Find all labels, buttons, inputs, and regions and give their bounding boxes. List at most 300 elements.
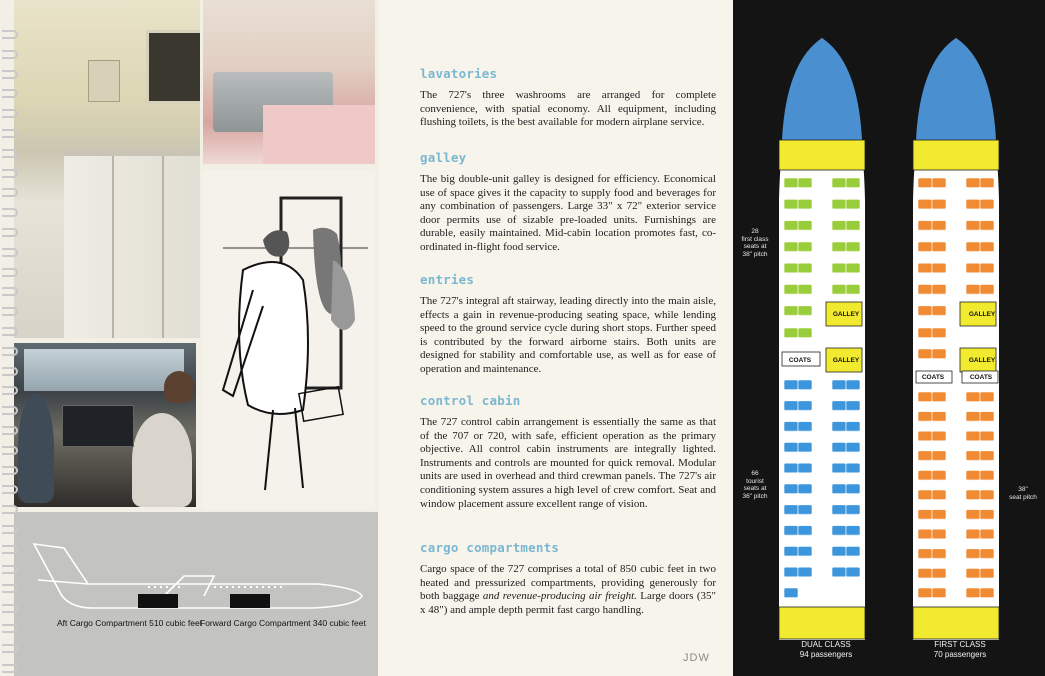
first-seat-back [918,421,932,424]
dual-tourist-seat [784,463,798,473]
section-control-cabin [420,393,716,511]
first-seat-back [966,577,980,580]
binding-ring [2,386,18,395]
binding-ring [2,287,18,296]
dual-tourist-seat-back [832,555,846,558]
first-seat [966,568,980,578]
first-seat-back [966,251,980,254]
dual-tourist-seat-back [832,451,846,454]
dual-tourist-seat-back [784,597,798,600]
dual-tourist-seat-back [846,389,860,392]
dual-first-seat [798,178,812,188]
dual-tourist-seat [798,422,812,432]
first-seat-back [980,230,994,233]
first-seat [932,431,946,441]
dual-tourist-seat [832,422,846,432]
dual-first-seat [846,199,860,209]
dual-first-seat-back [784,272,798,275]
dual-first-seat [798,328,812,338]
first-seat [918,510,932,520]
binding-ring [2,228,18,237]
first-seat [918,470,932,480]
artist-initials: JDW [683,652,710,664]
first-seat-back [918,230,932,233]
first-seat-back [966,272,980,275]
first-seat-back [966,519,980,522]
first-seat-back [980,251,994,254]
dual-first-seat [832,285,846,295]
dual-tourist-seat-back [832,576,846,579]
dual-tourist-seat-back [846,535,860,538]
dual-class-title: DUAL CLASS [801,640,851,649]
section-body [420,563,716,617]
dual-tourist-seat [832,401,846,411]
section-entries [420,272,716,377]
dual-tourist-seat [846,546,860,556]
first-seat [932,285,946,295]
binding-ring [2,367,18,376]
dual-tourist-seat [846,401,860,411]
first-seat [980,510,994,520]
first-seat [932,510,946,520]
first-seat-back [932,538,946,541]
first-seat-back [918,187,932,190]
dual-first-seat [784,263,798,273]
dual-first-seat-back [846,230,860,233]
dual-first-seat-back [846,251,860,254]
binding-ring [2,109,18,118]
dual-tourist-seat [784,442,798,452]
first-class-caption [915,640,1005,660]
dual-tourist-seat [846,505,860,515]
first-seat-back [980,519,994,522]
dual-aft-lavatory [779,607,865,639]
first-seat-back [932,479,946,482]
first-seat-back [918,499,932,502]
first-seat [918,242,932,252]
dual-tourist-seat [798,505,812,515]
dual-tourist-seat [832,526,846,536]
first-seat [980,470,994,480]
binding-ring [2,525,18,534]
dual-tourist-seat-back [832,472,846,475]
dual-first-seat-back [846,272,860,275]
dual-tourist-seat-back [784,576,798,579]
first-seat [980,588,994,598]
first-seat [966,549,980,559]
dual-tourist-seat-back [832,493,846,496]
first-seat-back [932,577,946,580]
dual-first-seat [784,306,798,316]
first-seat-back [932,294,946,297]
first-seat [918,412,932,422]
dual-tourist-seat [784,588,798,598]
dual-tourist-note: 66 tourist seats at 36" pitch [742,470,768,500]
dual-tourist-seat-back [832,410,846,413]
dual-tourist-seat-back [832,514,846,517]
dual-class-caption [781,640,871,660]
section-heading: lavatories [420,66,498,81]
dual-tourist-seat-back [784,514,798,517]
dual-tourist-seat-back [784,389,798,392]
first-seat-back [966,401,980,404]
first-seat-back [980,401,994,404]
dual-tourist-seat [798,484,812,494]
first-seat [980,263,994,273]
dual-tourist-seat-back [798,431,812,434]
first-aft-lavatory [913,607,999,639]
first-nose [916,38,996,140]
first-seat [932,549,946,559]
first-seat-back [980,499,994,502]
first-seat [980,242,994,252]
text-column [378,0,733,676]
dual-first-seat [832,221,846,231]
dual-first-seat [832,263,846,273]
first-seat [932,199,946,209]
dual-first-seat-back [846,294,860,297]
first-seat [980,412,994,422]
dual-first-seat-back [832,208,846,211]
photo-panel [0,0,378,676]
binding-ring [2,624,18,633]
first-seat [966,412,980,422]
first-seat [918,431,932,441]
first-seat [966,392,980,402]
first-seat [932,490,946,500]
seat-map-drawing [733,0,1045,676]
forward-cargo-label: Forward Cargo Compartment 340 cubic feet [200,618,366,628]
first-seat-back [980,294,994,297]
first-seat-back [918,538,932,541]
dual-first-seat [846,242,860,252]
dual-tourist-seat [784,380,798,390]
binding-ring [2,188,18,197]
first-seat-back [932,558,946,561]
binding-ring [2,406,18,415]
first-seat [932,349,946,359]
first-seat [966,221,980,231]
first-seat [966,470,980,480]
first-seat [918,221,932,231]
dual-first-seat-back [832,251,846,254]
section-body: The 727's three washrooms are arranged for complete convenience, with spatial economy. All equipment, including flushing toilets, is the best available for modern airplane service. [420,89,716,129]
first-seat-back [932,440,946,443]
first-seat [932,451,946,461]
first-seat-back [980,272,994,275]
dual-first-seat-back [784,187,798,190]
dual-tourist-seat-back [784,472,798,475]
first-class-count: 70 passengers [933,650,987,659]
dual-tourist-seat-back [784,493,798,496]
dual-tourist-seat-back [798,535,812,538]
first-seat [918,349,932,359]
first-seat [966,490,980,500]
dual-first-seat [846,263,860,273]
dual-tourist-seat [784,484,798,494]
dual-tourist-seat [784,526,798,536]
first-seat [980,549,994,559]
boarding-sketch [203,170,375,510]
first-seat [980,451,994,461]
first-coats-label-1: COATS [921,374,945,381]
first-seat-back [918,597,932,600]
first-seat-back [932,358,946,361]
first-seat-back [966,597,980,600]
first-seat [918,263,932,273]
first-seat [918,328,932,338]
first-seat [918,568,932,578]
dual-tourist-seat [846,442,860,452]
section-heading: control cabin [420,393,521,408]
dual-nose [782,38,862,140]
first-seat [932,242,946,252]
dual-first-seat [846,178,860,188]
dual-first-seat [798,242,812,252]
first-seat-back [980,421,994,424]
first-seat-back [918,519,932,522]
first-seat [918,199,932,209]
first-seat-back [966,421,980,424]
binding-ring [2,327,18,336]
first-seat [980,431,994,441]
first-seat [980,568,994,578]
dual-tourist-seat [784,422,798,432]
dual-tourist-seat [846,422,860,432]
first-seat [932,263,946,273]
dual-first-seat-back [798,294,812,297]
dual-tourist-seat [798,401,812,411]
dual-first-seat [784,285,798,295]
dual-tourist-seat-back [784,431,798,434]
dual-first-seat-back [798,315,812,318]
first-seat-back [918,358,932,361]
first-seat-back [966,558,980,561]
first-seat [980,178,994,188]
first-seat-back [932,499,946,502]
first-seat [980,199,994,209]
first-seat-back [932,315,946,318]
first-seat-back [918,577,932,580]
section-heading: cargo compartments [420,540,560,555]
binding-ring [2,129,18,138]
binding-ring [2,466,18,475]
first-galley-label-1: GALLEY [968,311,996,318]
dual-tourist-seat-back [784,451,798,454]
dual-first-seat [784,199,798,209]
forward-cargo-compartment [230,594,270,608]
dual-tourist-seat-back [846,576,860,579]
first-seat-back [932,401,946,404]
first-seat-back [980,479,994,482]
first-seat [980,490,994,500]
binding-ring [2,485,18,494]
dual-tourist-seat-back [846,431,860,434]
first-seat-back [966,294,980,297]
dual-first-seat [798,263,812,273]
dual-tourist-seat-back [832,389,846,392]
cargo-body-start: Cargo space of the 727 comprises a total of 850 cubic feet in two heated and pressurized compartments, providing generously for both baggage [420,563,716,603]
section-galley [420,150,716,255]
first-seat [918,306,932,316]
first-seat-back [966,499,980,502]
section-body: The big double-unit galley is designed for efficiency. Economical use of space gives it the capacity to supply food and beverages for any combination of passengers. Large 33" x 72" exterior service door permits use of sizable pre-loaded units. Furnishings are durable, easily maintained. Mid-cabin location promotes fast, co-ordinated in-flight food service. [420,173,716,253]
first-seat-back [918,479,932,482]
first-seat-back [966,230,980,233]
first-pitch-note: 38" seat pitch [1009,486,1037,501]
binding-ring [2,545,18,554]
dual-tourist-seat-back [846,472,860,475]
first-seat [932,470,946,480]
dual-tourist-seat [832,546,846,556]
first-seat-back [918,337,932,340]
first-seat [918,588,932,598]
cargo-body-italic: and revenue-producing air freight. [482,590,637,603]
dual-tourist-seat-back [784,555,798,558]
dual-tourist-seat [846,567,860,577]
dual-tourist-seat-back [846,555,860,558]
dual-tourist-seat [846,526,860,536]
dual-first-seat-back [846,208,860,211]
dual-tourist-seat [832,505,846,515]
binding-ring [2,208,18,217]
section-heading: galley [420,150,467,165]
first-seat-back [966,460,980,463]
dual-tourist-seat [798,442,812,452]
first-seat [966,451,980,461]
binding-ring [2,347,18,356]
first-seat [966,242,980,252]
dual-tourist-seat [832,380,846,390]
dual-first-seat-back [798,230,812,233]
binding-ring [2,169,18,178]
dual-first-seat-back [798,337,812,340]
first-seat [918,392,932,402]
first-coats-label-2: COATS [969,374,993,381]
dual-tourist-seat [798,546,812,556]
first-seat [932,306,946,316]
dual-tourist-seat [832,442,846,452]
seat-map-panel [733,0,1045,676]
dual-tourist-seat [784,546,798,556]
first-seat [966,510,980,520]
first-seat-back [932,187,946,190]
dual-tourist-seat [784,505,798,515]
first-seat-back [918,272,932,275]
dual-first-seat-back [784,230,798,233]
first-seat [966,199,980,209]
binding-ring [2,604,18,613]
binding-ring [2,248,18,257]
first-seat [932,328,946,338]
dual-first-seat-back [798,272,812,275]
first-seat-back [932,597,946,600]
dual-tourist-seat-back [798,410,812,413]
aft-cargo-label: Aft Cargo Compartment 510 cubic feet [57,618,203,628]
binding-ring [2,446,18,455]
binding-ring [2,307,18,316]
dual-tourist-seat [798,463,812,473]
first-seat-back [932,421,946,424]
dual-tourist-seat-back [798,576,812,579]
first-seat [966,529,980,539]
first-seat [932,529,946,539]
binding-ring [2,664,18,673]
binding-ring [2,50,18,59]
first-seat [918,178,932,188]
cockpit-photo [14,343,196,507]
dual-first-seat [798,306,812,316]
first-seat-back [918,460,932,463]
dual-tourist-seat [846,380,860,390]
first-seat-back [918,294,932,297]
binding-ring [2,70,18,79]
dual-galley-label-1: GALLEY [832,311,860,318]
dual-tourist-seat [798,380,812,390]
first-seat [932,178,946,188]
dual-tourist-seat [798,567,812,577]
first-seat [966,263,980,273]
first-seat-back [932,337,946,340]
dual-first-seat [798,221,812,231]
section-cargo [420,540,716,617]
first-class-title: FIRST CLASS [934,640,986,649]
dual-first-seat-back [798,187,812,190]
first-galley-label-2: GALLEY [968,357,996,364]
first-seat [932,392,946,402]
first-seat [918,451,932,461]
dual-first-seat-back [798,251,812,254]
first-seat-back [980,577,994,580]
first-seat-back [966,187,980,190]
first-seat-back [980,440,994,443]
first-seat [966,178,980,188]
dual-first-seat [798,285,812,295]
first-seat-back [932,519,946,522]
dual-tourist-seat [832,484,846,494]
dual-tourist-seat [784,401,798,411]
first-seat-back [918,401,932,404]
dual-first-seat-back [832,294,846,297]
dual-first-seat-back [784,337,798,340]
dual-tourist-seat [784,567,798,577]
dual-first-seat [784,328,798,338]
dual-tourist-seat-back [846,493,860,496]
binding-ring [2,268,18,277]
dual-first-seat [846,221,860,231]
dual-class-count: 94 passengers [799,650,853,659]
dual-tourist-seat-back [798,555,812,558]
dual-tourist-seat-back [832,535,846,538]
first-seat [966,285,980,295]
first-seat-back [980,597,994,600]
dual-first-seat [784,221,798,231]
dual-first-seat-back [784,315,798,318]
first-seat-back [980,460,994,463]
dual-tourist-seat [832,463,846,473]
first-seat-back [980,558,994,561]
first-seat [918,285,932,295]
first-seat-back [966,208,980,211]
first-seat-back [932,230,946,233]
dual-first-seat-back [832,230,846,233]
binding-ring [2,149,18,158]
section-body: The 727 control cabin arrangement is essentially the same as that of the 707 or 720, with safe, efficient operation as the primary objective. All control cabin instruments are integrally lighted. Instruments and controls are mounted for quick removal. Modular units are used in overhead and third crewman panels. The 727's air conditioning system assures a high level of crew comfort. Seat and window placement assure excellent range of vision. [420,416,716,510]
first-seat [980,529,994,539]
section-lavatories [420,66,716,130]
dual-first-seat-back [798,208,812,211]
first-seat-back [980,208,994,211]
